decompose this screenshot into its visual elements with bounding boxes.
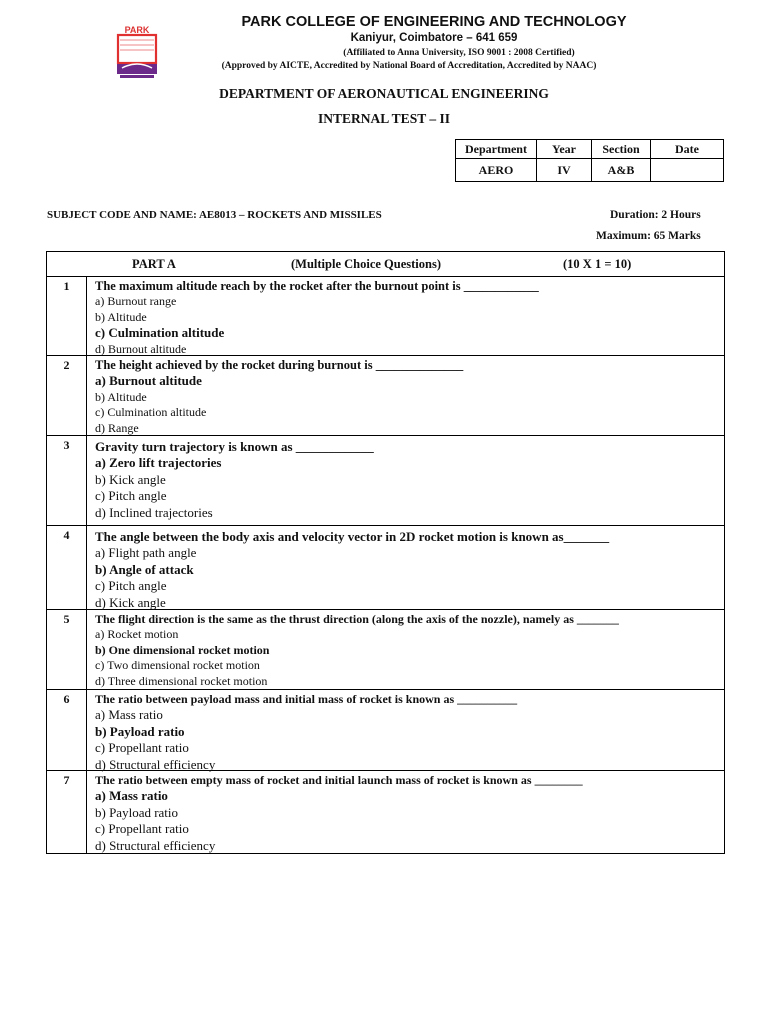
approval-text: (Approved by AICTE, Accredited by National Board of Accreditation, Accredited by NAAC) <box>221 61 597 71</box>
option: d) Kick angle <box>95 594 166 610</box>
question-row <box>47 690 724 771</box>
option: b) Altitude <box>95 389 147 404</box>
info-header-department: Department <box>456 140 537 159</box>
question-number: 4 <box>47 526 87 609</box>
question-row <box>47 436 724 526</box>
question-row <box>47 277 724 356</box>
info-header-row <box>456 140 724 159</box>
option: d) Structural efficiency <box>95 756 216 772</box>
correct-option: b) Angle of attack <box>95 561 194 577</box>
questions-table <box>46 251 725 854</box>
part-marks: (10 X 1 = 10) <box>563 257 632 271</box>
question-number: 3 <box>47 436 87 525</box>
question-text: The ratio between payload mass and initial mass of rocket is known as __________ <box>95 692 518 706</box>
option: a) Rocket motion <box>95 627 179 641</box>
option: c) Pitch angle <box>95 488 167 503</box>
option: d) Range <box>95 420 139 435</box>
correct-option: a) Mass ratio <box>95 788 168 803</box>
option: c) Pitch angle <box>95 578 167 593</box>
info-table <box>455 139 724 182</box>
college-address: Kaniyur, Coimbatore – 641 659 <box>350 32 518 44</box>
correct-option: c) Culmination altitude <box>95 325 225 340</box>
option: c) Propellant ratio <box>95 740 189 755</box>
option: b) Payload ratio <box>95 804 179 820</box>
option: b) Altitude <box>95 309 147 324</box>
info-header-date: Date <box>651 140 724 159</box>
test-title: INTERNAL TEST – II <box>318 111 450 126</box>
option: a) Flight path angle <box>95 545 197 560</box>
question-number: 2 <box>47 356 87 435</box>
question-row <box>47 526 724 610</box>
option: a) Burnout range <box>95 294 177 308</box>
info-value-date <box>651 159 724 182</box>
maximum-marks: Maximum: 65 Marks <box>596 230 701 242</box>
question-row <box>47 610 724 690</box>
part-type: (Multiple Choice Questions) <box>291 257 441 271</box>
question-text: The angle between the body axis and velocity vector in 2D rocket motion is known as_______ <box>95 529 610 544</box>
option: d) Structural efficiency <box>95 837 216 853</box>
question-number: 5 <box>47 610 87 689</box>
logo-text: PARK <box>124 25 150 35</box>
option: c) Culmination altitude <box>95 405 207 419</box>
question-number: 7 <box>47 771 87 853</box>
option: d) Burnout altitude <box>95 341 187 356</box>
question-text: The maximum altitude reach by the rocket after the burnout point is ____________ <box>95 279 539 293</box>
option: c) Propellant ratio <box>95 821 189 836</box>
correct-option: b) Payload ratio <box>95 723 185 739</box>
affiliation-text: (Affiliated to Anna University, ISO 9001 : 2008 Certified) <box>343 48 575 58</box>
duration-text: Duration: 2 Hours <box>610 209 701 221</box>
question-text: The flight direction is the same as the thrust direction (along the axis of the nozzle), namely as _______ <box>95 612 619 626</box>
option: d) Inclined trajectories <box>95 504 213 520</box>
info-value-row <box>456 159 724 182</box>
info-header-section: Section <box>592 140 651 159</box>
question-number: 1 <box>47 277 87 355</box>
part-title: PART A <box>132 257 176 271</box>
college-name: PARK COLLEGE OF ENGINEERING AND TECHNOLOGY <box>241 14 627 30</box>
question-number: 6 <box>47 690 87 770</box>
correct-option: a) Zero lift trajectories <box>95 455 222 470</box>
option: a) Mass ratio <box>95 707 163 722</box>
option: d) Three dimensional rocket motion <box>95 673 268 688</box>
question-row <box>47 771 724 853</box>
info-header-year: Year <box>537 140 592 159</box>
part-header <box>47 252 724 277</box>
question-row <box>47 356 724 436</box>
correct-option: a) Burnout altitude <box>95 373 202 388</box>
info-value-department: AERO <box>456 159 537 182</box>
question-text: Gravity turn trajectory is known as ____________ <box>95 439 374 454</box>
info-value-year: IV <box>537 159 592 182</box>
info-value-section: A&B <box>592 159 651 182</box>
department-title: DEPARTMENT OF AERONAUTICAL ENGINEERING <box>219 86 549 101</box>
subject-line: SUBJECT CODE AND NAME: AE8013 – ROCKETS AND MISSILES <box>47 209 382 221</box>
option: b) Kick angle <box>95 471 166 487</box>
correct-option: b) One dimensional rocket motion <box>95 642 270 657</box>
question-text: The height achieved by the rocket during burnout is ______________ <box>95 358 464 372</box>
question-text: The ratio between empty mass of rocket and initial launch mass of rocket is known as ________ <box>95 773 583 787</box>
option: c) Two dimensional rocket motion <box>95 658 260 672</box>
